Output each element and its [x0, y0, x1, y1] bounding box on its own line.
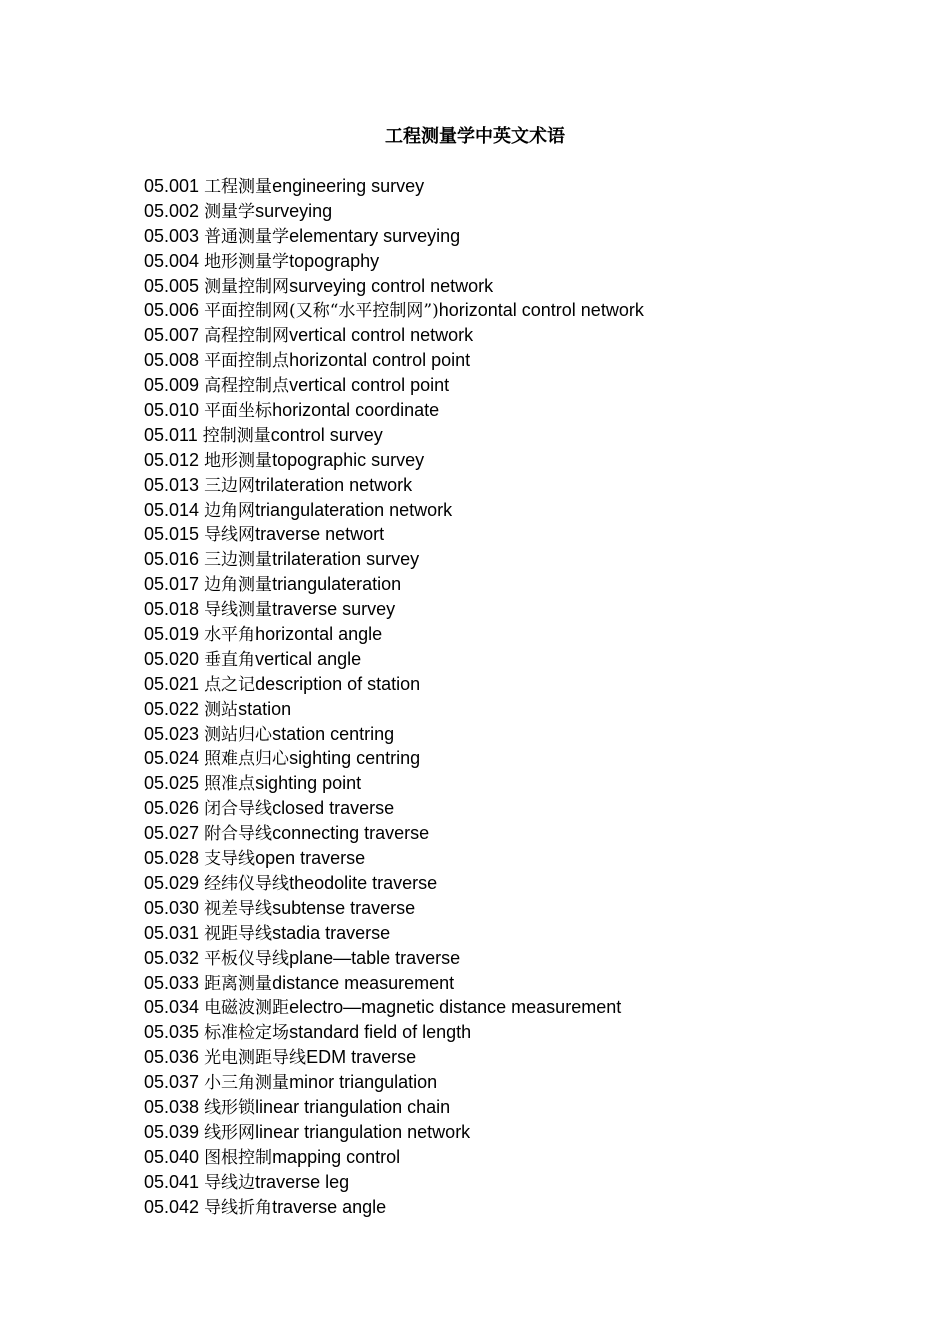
term-row	[144, 547, 924, 572]
term-english: sighting point	[255, 773, 362, 794]
term-english: vertical angle	[255, 648, 362, 669]
term-chinese: 经纬仪导线	[204, 873, 290, 894]
term-code: 05.029	[144, 872, 200, 893]
term-english: traverse networt	[255, 524, 385, 545]
term-code: 05.027	[144, 823, 200, 844]
term-code: 05.014	[144, 499, 200, 520]
term-code: 05.022	[144, 698, 200, 719]
term-code: 05.006	[144, 300, 200, 321]
term-english: horizontal control point	[289, 350, 471, 371]
term-row	[144, 697, 924, 722]
term-english: connecting traverse	[272, 823, 430, 844]
term-english: vertical control network	[289, 325, 474, 346]
term-row	[144, 1120, 924, 1145]
term-row	[144, 771, 924, 796]
term-chinese: 地形测量	[204, 450, 273, 471]
term-code: 05.037	[144, 1072, 200, 1093]
term-code: 05.017	[144, 574, 200, 595]
term-english: electro—magnetic distance measurement	[289, 997, 622, 1018]
term-chinese: 点之记	[204, 674, 256, 695]
term-code: 05.015	[144, 524, 200, 545]
term-chinese: 测站归心	[204, 724, 273, 745]
term-chinese: 高程控制网	[204, 326, 290, 347]
term-chinese: 导线边	[204, 1172, 256, 1193]
term-english: linear triangulation network	[255, 1121, 471, 1142]
term-code: 05.018	[144, 599, 200, 620]
term-code: 05.038	[144, 1096, 200, 1117]
term-row	[144, 274, 924, 299]
term-chinese: 水平角	[204, 625, 256, 646]
term-code: 05.031	[144, 922, 200, 943]
term-code: 05.010	[144, 400, 200, 421]
term-code: 05.005	[144, 275, 200, 296]
term-english: subtense traverse	[272, 897, 416, 918]
term-english: traverse leg	[255, 1171, 350, 1192]
term-english: traverse survey	[272, 599, 396, 620]
term-english: surveying	[255, 200, 333, 221]
term-code: 05.019	[144, 624, 200, 645]
term-chinese: 照难点归心	[204, 749, 290, 770]
term-chinese: 测量控制网	[204, 276, 290, 297]
term-row	[144, 448, 924, 473]
term-english: triangulateration network	[255, 499, 453, 520]
term-row	[144, 174, 924, 199]
term-english: mapping control	[272, 1146, 401, 1167]
term-english: trilateration network	[255, 474, 413, 495]
term-row	[144, 323, 924, 348]
term-english: vertical control point	[289, 375, 450, 396]
term-chinese: 导线测量	[204, 600, 273, 621]
term-english: description of station	[255, 673, 421, 694]
term-list	[144, 174, 924, 1219]
term-code: 05.036	[144, 1047, 200, 1068]
term-row	[144, 597, 924, 622]
term-row	[144, 348, 924, 373]
term-chinese: 平面控制点	[204, 351, 290, 372]
term-row	[144, 224, 924, 249]
term-row	[144, 1170, 924, 1195]
term-chinese: 线形网	[204, 1122, 256, 1143]
term-code: 05.041	[144, 1171, 200, 1192]
term-row	[144, 971, 924, 996]
term-chinese: 支导线	[204, 849, 256, 870]
term-chinese: 平面坐标	[204, 401, 273, 422]
term-row	[144, 1070, 924, 1095]
term-code: 05.035	[144, 1022, 200, 1043]
term-code: 05.002	[144, 200, 200, 221]
term-row	[144, 921, 924, 946]
term-row	[144, 946, 924, 971]
term-english: linear triangulation chain	[255, 1096, 451, 1117]
term-code: 05.021	[144, 673, 200, 694]
term-english: traverse angle	[272, 1196, 387, 1217]
term-code: 05.012	[144, 449, 200, 470]
term-row	[144, 398, 924, 423]
term-english: topography	[289, 250, 380, 271]
term-row	[144, 821, 924, 846]
term-chinese: 高程控制点	[204, 376, 290, 397]
term-english: engineering survey	[272, 176, 425, 196]
term-chinese: 地形测量学	[204, 251, 290, 272]
term-chinese: 测站	[204, 699, 239, 720]
term-row	[144, 896, 924, 921]
term-code: 05.030	[144, 897, 200, 918]
term-row	[144, 1145, 924, 1170]
term-code: 05.008	[144, 350, 200, 371]
term-code: 05.004	[144, 250, 200, 271]
term-chinese: 距离测量	[204, 973, 273, 994]
term-english: stadia traverse	[272, 922, 391, 943]
term-code: 05.009	[144, 375, 200, 396]
term-chinese: 控制测量	[202, 425, 271, 446]
term-chinese: 三边测量	[204, 550, 273, 571]
term-row	[144, 1195, 924, 1220]
term-row	[144, 572, 924, 597]
term-row	[144, 249, 924, 274]
term-row	[144, 522, 924, 547]
term-chinese: 三边网	[204, 475, 256, 496]
term-row	[144, 298, 924, 323]
term-code: 05.003	[144, 225, 200, 246]
term-code: 05.016	[144, 549, 200, 570]
term-code: 05.028	[144, 848, 200, 869]
term-code: 05.013	[144, 474, 200, 495]
term-chinese: 测量学	[204, 201, 256, 222]
term-english: topographic survey	[272, 449, 425, 470]
term-code: 05.023	[144, 723, 200, 744]
term-row	[144, 746, 924, 771]
term-english: closed traverse	[272, 798, 395, 819]
term-chinese: 光电测距导线	[204, 1048, 307, 1069]
term-code: 05.011	[144, 424, 198, 445]
term-chinese: 视距导线	[204, 923, 273, 944]
term-chinese: 闭合导线	[204, 799, 273, 820]
term-english: theodolite traverse	[289, 872, 438, 893]
term-chinese: 线形锁	[204, 1097, 256, 1118]
term-code: 05.032	[144, 947, 200, 968]
term-chinese: 标准检定场	[204, 1023, 290, 1044]
term-row	[144, 672, 924, 697]
term-chinese: 电磁波测距	[204, 998, 290, 1019]
term-row	[144, 1020, 924, 1045]
term-row	[144, 498, 924, 523]
term-chinese: 小三角测量	[204, 1073, 290, 1094]
term-row	[144, 473, 924, 498]
term-row	[144, 1095, 924, 1120]
term-chinese: 附合导线	[204, 824, 273, 845]
term-row	[144, 647, 924, 672]
term-english: plane—table traverse	[289, 947, 461, 968]
term-code: 05.040	[144, 1146, 200, 1167]
term-chinese: 边角测量	[204, 575, 273, 596]
term-code: 05.034	[144, 997, 200, 1018]
term-english: EDM traverse	[306, 1047, 417, 1068]
term-chinese: 平板仪导线	[204, 948, 290, 969]
term-chinese: 工程测量	[204, 177, 273, 197]
term-code: 05.026	[144, 798, 200, 819]
term-row	[144, 1045, 924, 1070]
term-chinese: 视差导线	[204, 898, 273, 919]
term-english: station centring	[272, 723, 395, 744]
term-english: horizontal control network	[438, 300, 644, 321]
term-english: open traverse	[255, 848, 366, 869]
term-row	[144, 373, 924, 398]
term-row	[144, 423, 924, 448]
term-english: trilateration survey	[272, 549, 420, 570]
document-title: 工程测量学中英文术语	[385, 126, 565, 147]
term-row	[144, 199, 924, 224]
term-row	[144, 846, 924, 871]
term-code: 05.039	[144, 1121, 200, 1142]
term-english: surveying control network	[289, 275, 494, 296]
term-row	[144, 622, 924, 647]
term-english: triangulateration	[272, 574, 402, 595]
term-english: distance measurement	[272, 972, 455, 993]
term-code: 05.042	[144, 1196, 200, 1217]
term-chinese: 导线网	[204, 525, 256, 546]
term-row	[144, 995, 924, 1020]
term-english: horizontal angle	[255, 624, 383, 645]
term-chinese: 图根控制	[204, 1147, 273, 1168]
term-chinese: 普通测量学	[204, 226, 290, 247]
term-row	[144, 796, 924, 821]
term-english: standard field of length	[289, 1022, 472, 1043]
term-chinese: 平面控制网(又称“水平控制网”)	[204, 301, 439, 322]
term-code: 05.007	[144, 325, 200, 346]
term-english: minor triangulation	[289, 1072, 438, 1093]
term-chinese: 照准点	[204, 774, 256, 795]
term-chinese: 垂直角	[204, 649, 256, 670]
term-english: horizontal coordinate	[272, 400, 440, 421]
term-english: station	[238, 698, 292, 719]
term-english: elementary surveying	[289, 225, 461, 246]
term-code: 05.001	[144, 176, 200, 196]
term-code: 05.020	[144, 648, 200, 669]
term-row	[144, 871, 924, 896]
term-code: 05.025	[144, 773, 200, 794]
term-chinese: 导线折角	[204, 1197, 273, 1218]
term-english: sighting centring	[289, 748, 421, 769]
term-code: 05.033	[144, 972, 200, 993]
term-chinese: 边角网	[204, 500, 256, 521]
term-row	[144, 722, 924, 747]
term-english: control survey	[270, 424, 383, 445]
term-code: 05.024	[144, 748, 200, 769]
